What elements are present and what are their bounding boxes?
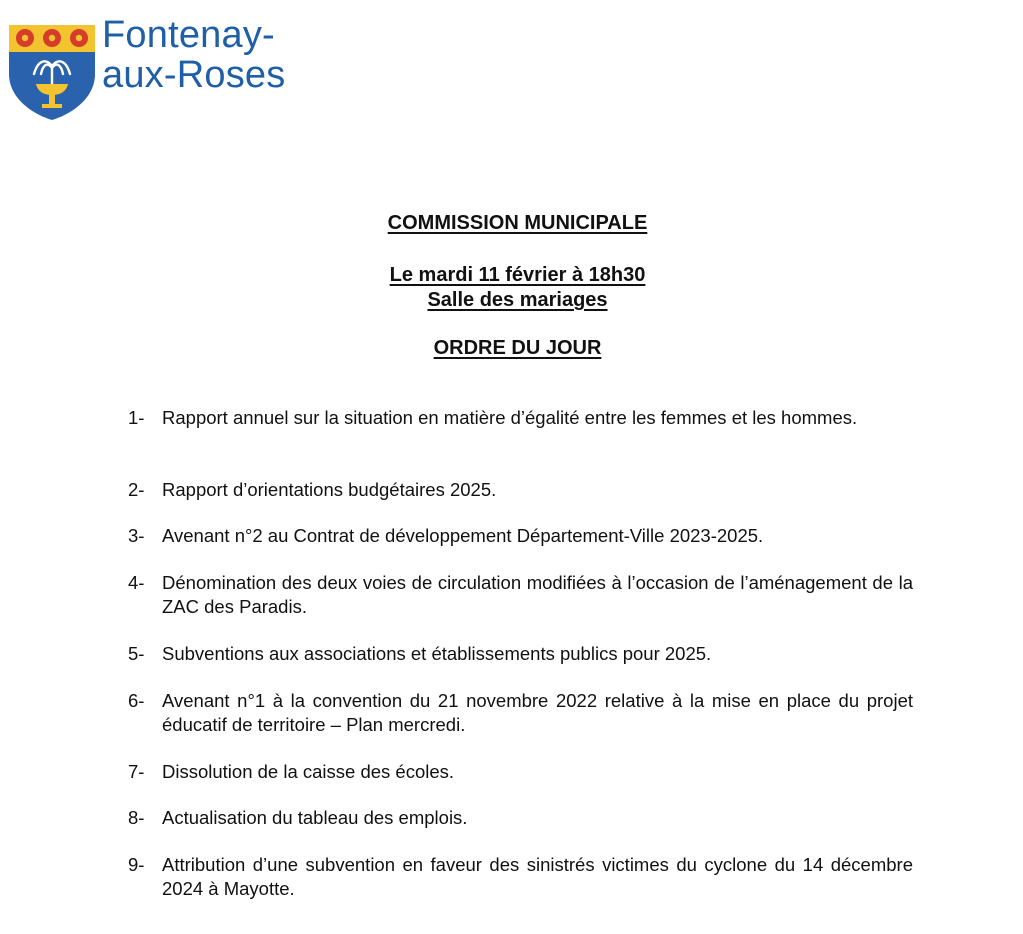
list-item xyxy=(128,478,913,502)
list-item xyxy=(128,806,913,830)
list-item xyxy=(128,642,913,666)
item-text: Actualisation du tableau des emplois. xyxy=(162,807,468,828)
item-number: 7- xyxy=(128,761,145,782)
city-name: Fontenay- xyxy=(102,14,275,56)
item-number: 3- xyxy=(128,525,145,546)
item-number: 1- xyxy=(128,407,145,428)
agenda-heading: ORDRE DU JOUR xyxy=(433,337,602,359)
item-text: Rapport d’orientations budgétaires 2025. xyxy=(162,479,497,500)
item-number: 6- xyxy=(128,690,145,711)
list-item xyxy=(128,853,913,901)
list-item xyxy=(128,571,913,619)
item-number: 5- xyxy=(128,643,145,664)
meeting-place: Salle des mariages xyxy=(427,289,608,311)
item-number: 9- xyxy=(128,854,145,875)
item-number: 2- xyxy=(128,479,145,500)
list-item xyxy=(128,689,913,737)
item-text: Attribution d’une subvention en faveur des sinistrés victimes du cyclone du 14 décembre 2024 à Mayotte. xyxy=(162,854,913,899)
item-number: 8- xyxy=(128,807,145,828)
list-item xyxy=(128,524,913,548)
item-text: Rapport annuel sur la situation en matière d’égalité entre les femmes et les hommes. xyxy=(162,407,858,428)
document-title: COMMISSION MUNICIPALE xyxy=(387,212,648,234)
item-text: Dissolution de la caisse des écoles. xyxy=(162,761,455,782)
item-number: 4- xyxy=(128,572,145,593)
list-item xyxy=(128,406,913,430)
meeting-date: Le mardi 11 février à 18h30 xyxy=(389,264,646,286)
list-item xyxy=(128,760,913,784)
item-text: Subventions aux associations et établissements publics pour 2025. xyxy=(162,643,712,664)
item-text: Avenant n°1 à la convention du 21 novembre 2022 relative à la mise en place du projet éducatif de territoire – Plan mercredi. xyxy=(162,690,913,735)
item-text: Dénomination des deux voies de circulation modifiées à l’occasion de l’aménagement de la ZAC des Paradis. xyxy=(162,572,913,617)
item-text: Avenant n°2 au Contrat de développement Département-Ville 2023-2025. xyxy=(162,525,764,546)
city-name-suffix: aux-Roses xyxy=(102,54,286,96)
